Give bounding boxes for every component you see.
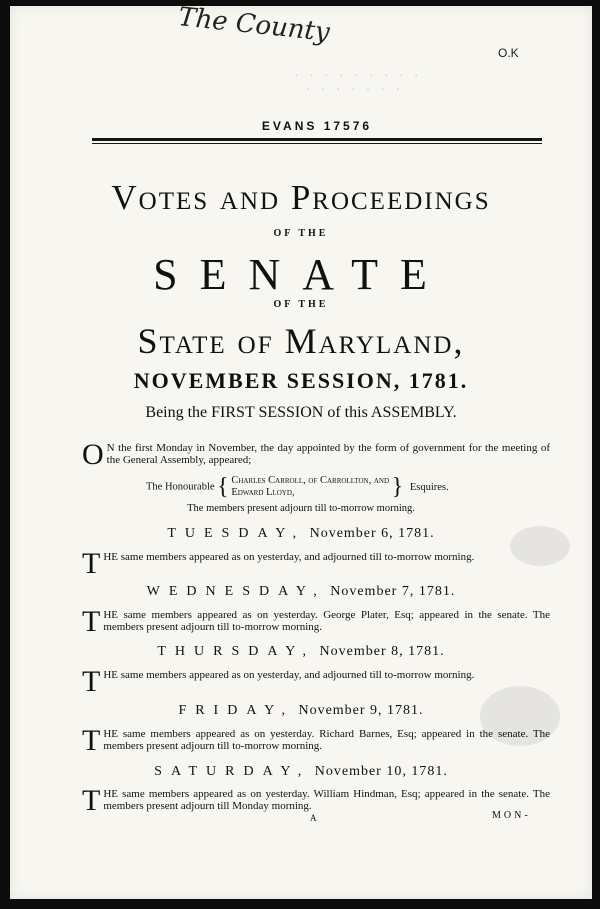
drop-cap: O [82,438,104,471]
member-name-1: Charles Carroll, of Carrollton, and [231,475,390,486]
member-names [231,475,389,499]
drop-cap: T [82,784,101,817]
title-votes-and-proceedings: Votes and Proceedings [111,178,491,217]
day-heading-friday: FRIDAY, November 9, 1781. [178,703,424,718]
opening-paragraph [82,438,550,471]
day-heading-tuesday: TUESDAY, November 6, 1781. [167,526,435,541]
catchword: MON- [492,810,531,821]
bleed-through-text: · · · · · · · · · · · · · · · · [287,68,423,96]
day-heading-wednesday: WEDNESDAY, November 7, 1781. [146,584,456,599]
of-the-line-2: OF THE [273,299,329,310]
of-the-line-1: OF THE [273,228,329,239]
title-state-of-maryland: State of Maryland, [137,321,465,361]
ink-smudge [480,686,560,746]
session-heading: NOVEMBER SESSION, 1781. [133,368,469,393]
subtitle: Being the FIRST SESSION of this ASSEMBLY. [145,404,457,421]
esquires-label: Esquires. [409,481,449,493]
day-entry-wednesday: T HE same members appeared as on yesterday. George Plater, Esq; appeared in the senate. The members present adjourn till to-morrow morning. [82,605,550,638]
handwritten-annotation: The County [176,2,332,48]
honourable-label: The Honourable [146,481,215,493]
ok-mark: O.K [498,46,519,60]
day-entry-thursday: T HE same members appeared as on yesterday, and adjourned till to-morrow morning. [82,665,475,698]
day-entry-friday: T HE same members appeared as on yesterday. Richard Barnes, Esq; appeared in the senate. The members present adjourn till to-morrow morning. [82,724,550,757]
drop-cap: T [82,665,101,698]
honourable-members [146,475,449,499]
document-page [10,2,592,899]
member-name-2: Edward Lloyd, [231,487,295,498]
day-entry-saturday: T HE same members appeared as on yesterday. William Hindman, Esq; appeared in the senate. The members present adjourn till Monday morning. [82,784,550,817]
drop-cap: T [82,724,101,757]
day-entry-tuesday: T HE same members appeared as on yesterday, and adjourned till to-morrow morning. [82,547,475,580]
stamp-rule-thin [92,143,542,144]
title-senate: SENATE [153,250,449,299]
ink-smudge [510,526,570,566]
signature-mark: A [310,813,317,823]
day-heading-thursday: THURSDAY, November 8, 1781. [157,644,445,659]
stamp-rule [92,138,542,141]
drop-cap: T [82,547,101,580]
opening-text: N the first Monday in November, the day appointed by the form of government for the meeting of the General Assembly, appeared; [106,442,550,466]
left-brace: { [217,474,229,500]
adjourn-line: The members present adjourn till to-morrow morning. [187,503,415,514]
catalogue-stamp: EVANS 17576 [261,119,373,133]
right-brace: } [391,474,404,500]
drop-cap: T [82,605,101,638]
day-heading-saturday: SATURDAY, November 10, 1781. [154,764,448,779]
